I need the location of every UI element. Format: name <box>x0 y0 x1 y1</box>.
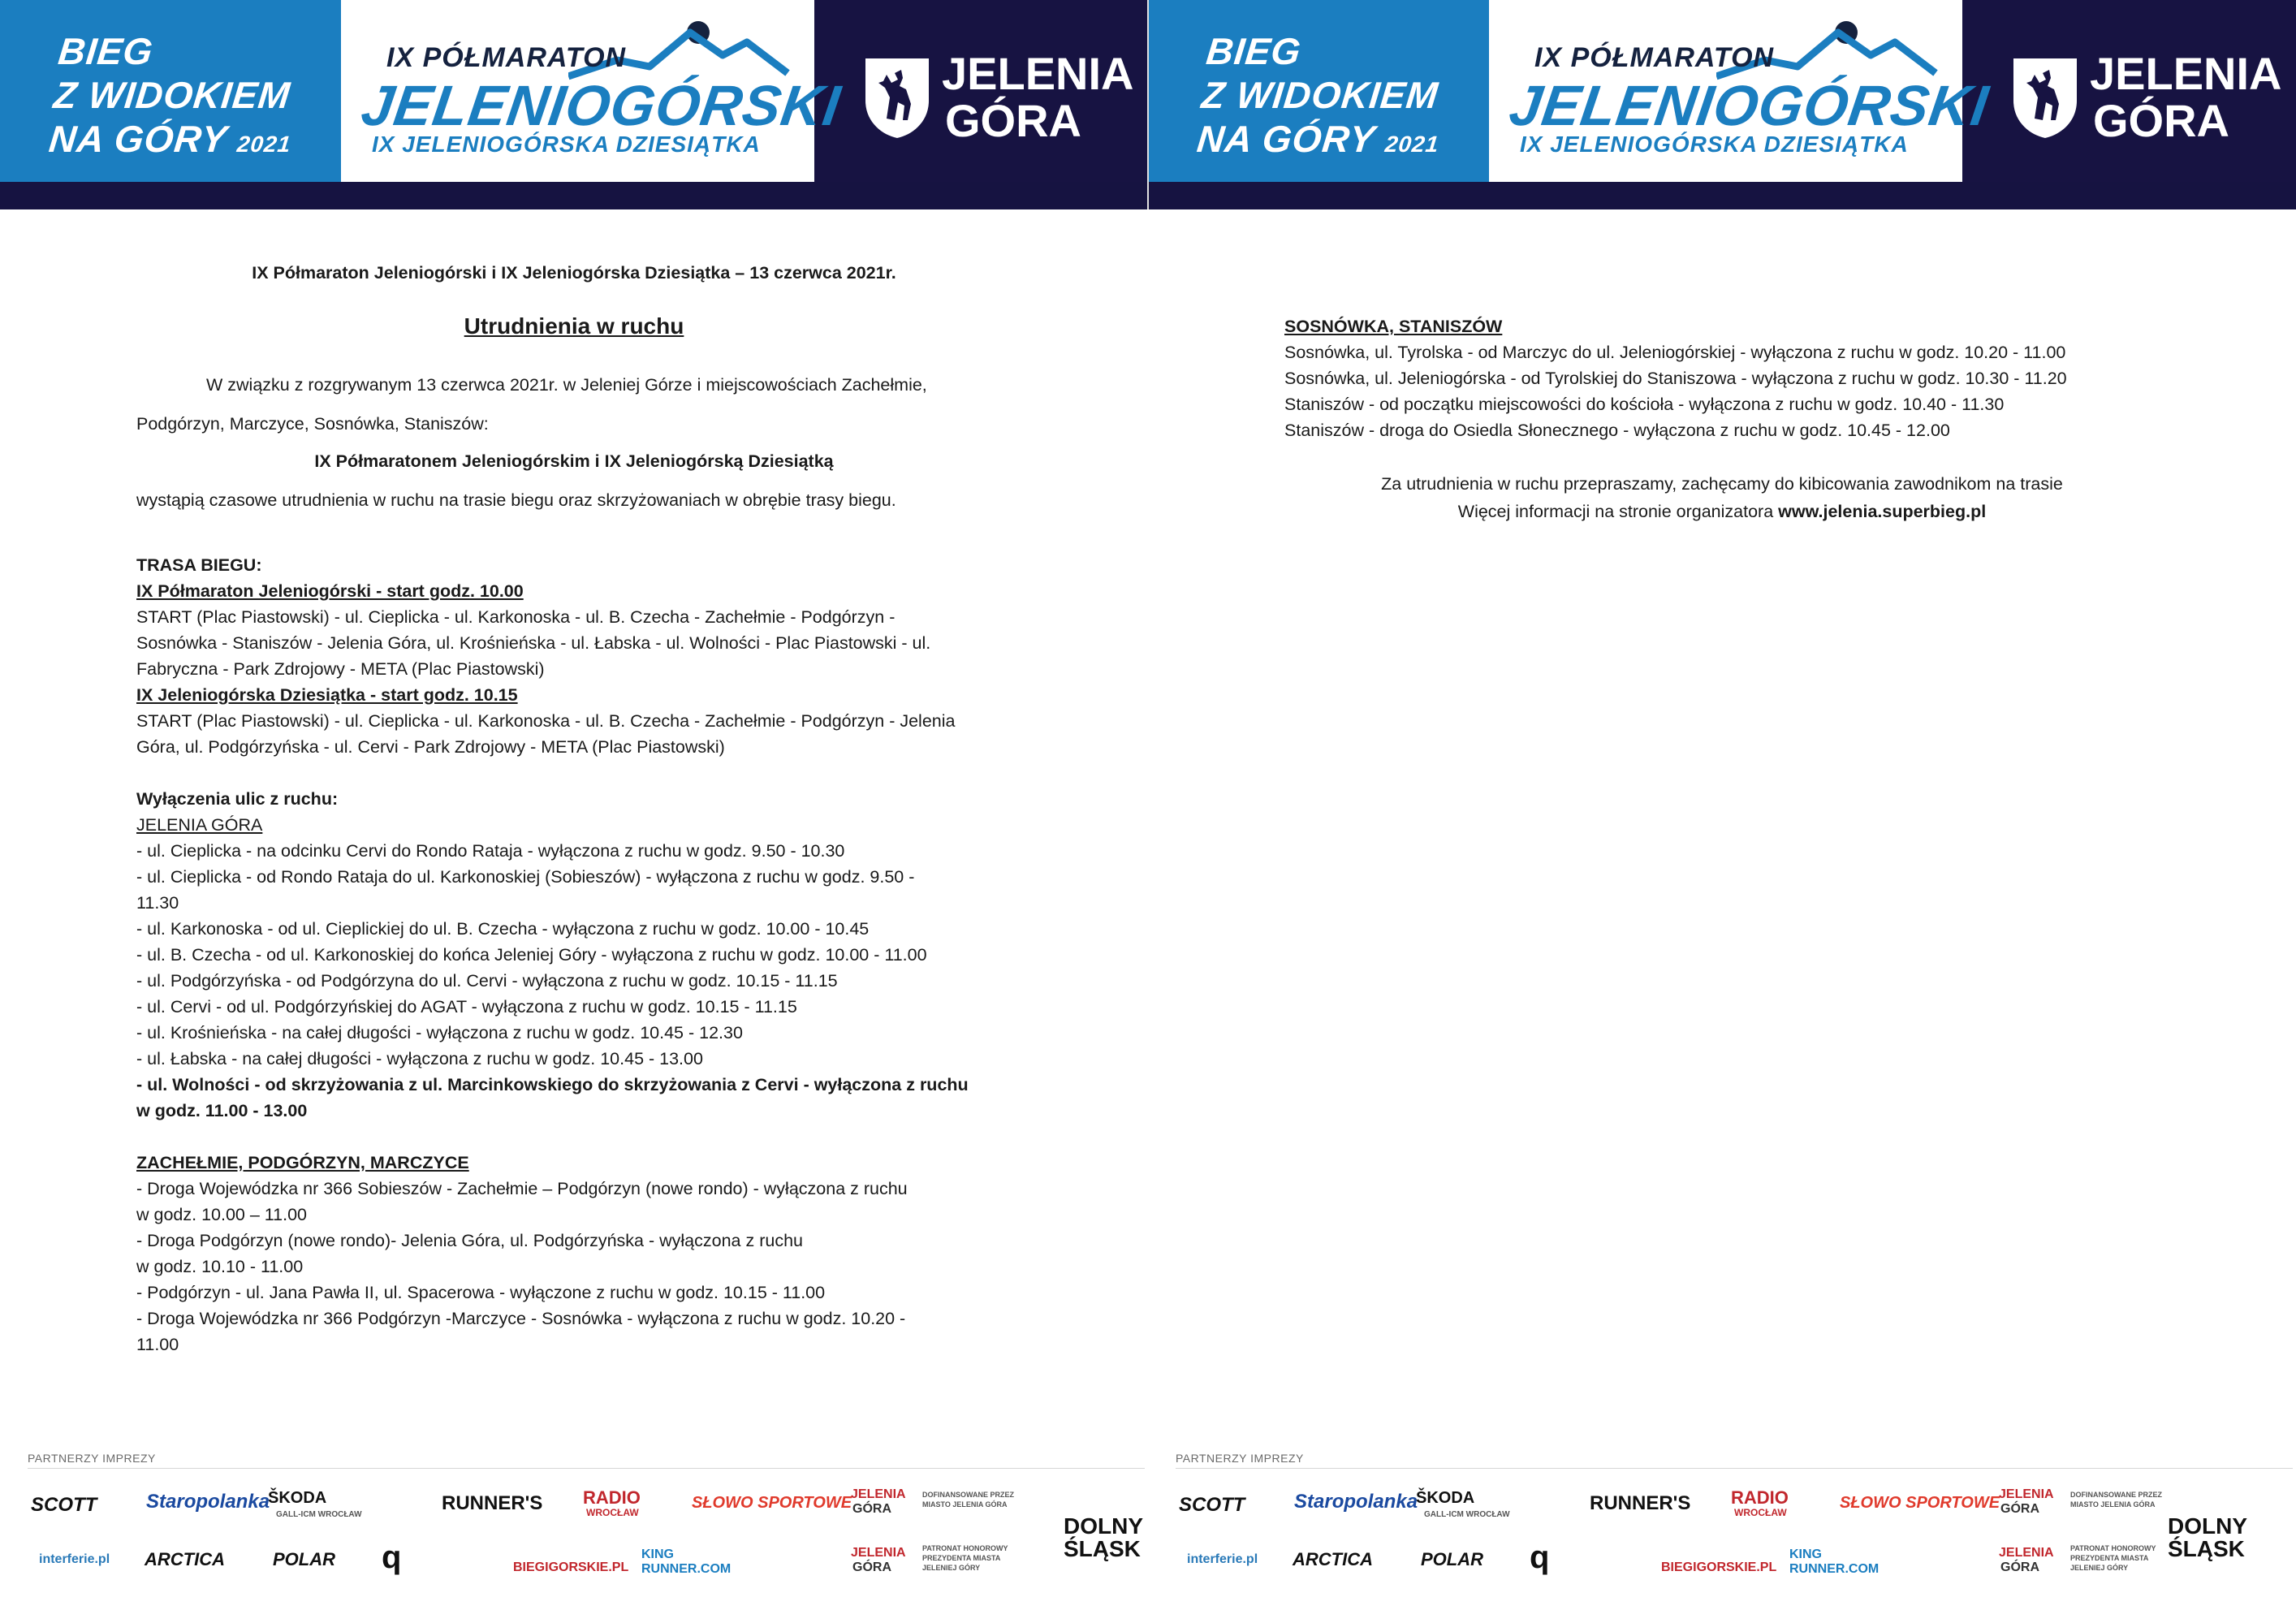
closure-line: - ul. Cieplicka - na odcinku Cervi do Rondo Rataja - wyłączona z ruchu w godz. 9.50 - 10.30 <box>136 841 845 861</box>
sponsor-logo: WROCŁAW <box>586 1507 639 1518</box>
bieg-z-widokiem-logo: BIEG Z WIDOKIEM NA GÓRY 2021 <box>46 30 293 160</box>
closure-line: - ul. Podgórzyńska - od Podgórzyna do ul. Cervi - wyłączona z ruchu w godz. 10.15 - 11.15 <box>136 971 838 991</box>
sponsor-logo: DOFINANSOWANE PRZEZ <box>2070 1491 2163 1499</box>
deer-crest-icon <box>2010 55 2080 140</box>
closure-line: 11.00 <box>136 1335 179 1354</box>
closure-line: - ul. Cieplicka - od Rondo Rataja do ul. Karkonoskiej (Sobieszów) - wyłączona z ruchu w godz. 9.50 - <box>136 867 915 887</box>
sponsor-logo: PATRONAT HONOROWY <box>922 1544 1008 1552</box>
sponsor-logo: Staropolanka <box>1294 1491 1418 1513</box>
sponsor-logo: q <box>382 1539 402 1575</box>
intro-line-3: wystąpią czasowe utrudnienia w ruchu na trasie biegu oraz skrzyżowaniach w obrębie trasy biegu. <box>136 490 896 510</box>
sponsor-logo: SCOTT <box>31 1494 97 1516</box>
sponsor-logo-dolny-slask: DOLNY ŚLĄSK <box>1064 1513 1143 1561</box>
closure-line: Sosnówka, ul. Tyrolska - od Marczyc do ul. Jeleniogórskiej - wyłączona z ruchu w godz. 10.20 - 11.00 <box>1284 343 2066 362</box>
closure-line: - Droga Wojewódzka nr 366 Sobieszów - Zachełmie – Podgórzyn (nowe rondo) - wyłączona z ruchu <box>136 1179 908 1198</box>
document-title: IX Półmaraton Jeleniogórski i IX Jeleniogórska Dziesiątka – 13 czerwca 2021r. <box>252 263 896 283</box>
sponsor-logo: q <box>1530 1539 1550 1575</box>
more-info-text: Więcej informacji na stronie organizatora www.jelenia.superbieg.pl <box>1457 502 1987 521</box>
zpm-label: ZACHEŁMIE, PODGÓRZYN, MARCZYCE <box>136 1153 469 1172</box>
sosnowka-staniszow-section <box>1284 313 2275 443</box>
deer-crest-icon <box>862 55 932 140</box>
closure-line: - ul. B. Czecha - od ul. Karkonoskiej do końca Jeleniej Góry - wyłączona z ruchu w godz. 10.00 - 11.00 <box>136 945 927 965</box>
pm-title: IX PÓŁMARATON <box>386 42 627 73</box>
half-route-line: Sosnówka - Staniszów - Jelenia Góra, ul. Krośnieńska - ul. Łabska - ul. Wolności - Plac Piastowski - ul. <box>136 633 931 653</box>
sponsor-logo: DOFINANSOWANE PRZEZ <box>922 1491 1015 1499</box>
event-banner <box>0 0 1148 209</box>
sponsor-logo: interferie.pl <box>39 1552 110 1566</box>
sponsor-logo: JELENIEJ GÓRY <box>922 1564 981 1572</box>
closure-line: - ul. Łabska - na całej długości - wyłączona z ruchu w godz. 10.45 - 13.00 <box>136 1049 703 1068</box>
ten-route-line: Góra, ul. Podgórzyńska - ul. Cervi - Park Zdrojowy - META (Plac Piastowski) <box>136 737 725 757</box>
sponsor-logo: RADIO <box>583 1487 641 1508</box>
sponsor-logo: JELENIA <box>851 1546 906 1560</box>
sponsor-logo-dolny-slask: DOLNY ŚLĄSK <box>2168 1513 2247 1561</box>
intro-line-1: W związku z rozgrywanym 13 czerwca 2021r. w Jeleniej Górze i miejscowościach Zachełmie, <box>206 375 927 395</box>
closure-line: - ul. Cervi - od ul. Podgórzyńskiej do AGAT - wyłączona z ruchu w godz. 10.15 - 11.15 <box>136 997 797 1017</box>
sponsor-logo: ŠKODA <box>268 1489 327 1507</box>
closure-line: Staniszów - od początku miejscowości do kościoła - wyłączona z ruchu w godz. 10.40 - 11.30 <box>1284 395 2005 414</box>
sponsor-logo: Staropolanka <box>146 1491 270 1513</box>
half-route-line: Fabryczna - Park Zdrojowy - META (Plac Piastowski) <box>136 659 545 679</box>
ten-route-line: START (Plac Piastowski) - ul. Cieplicka - ul. Karkonoska - ul. B. Czecha - Zachełmie - Podgórzyn - Jelenia <box>136 711 956 731</box>
partners-label: PARTNERZY IMPREZY <box>28 1452 156 1465</box>
sponsor-logo: KING <box>641 1547 674 1561</box>
sponsor-logo: GÓRA <box>852 1560 891 1574</box>
sponsor-logo: MIASTO JELENIA GÓRA <box>2070 1500 2156 1509</box>
sponsor-logo: PREZYDENTA MIASTA <box>2070 1554 2149 1562</box>
sponsor-logo: JELENIEJ GÓRY <box>2070 1564 2129 1572</box>
closure-line: w godz. 10.00 – 11.00 <box>136 1205 307 1224</box>
half-route-line: START (Plac Piastowski) - ul. Cieplicka - ul. Karkonoska - ul. B. Czecha - Zachełmie - Podgórzyn - <box>136 607 896 627</box>
intro-line-2: Podgórzyn, Marczyce, Sosnówka, Staniszów: <box>136 414 489 434</box>
sponsor-logo: JELENIA <box>1999 1487 2054 1501</box>
sponsor-logo: ARCTICA <box>1293 1549 1373 1569</box>
ten-km-title: IX Jeleniogórska Dziesiątka - start godz. 10.15 <box>136 685 518 705</box>
sponsor-logo: SCOTT <box>1179 1494 1245 1516</box>
closure-line: - ul. Krośnieńska - na całej długości - wyłączona z ruchu w godz. 10.45 - 12.30 <box>136 1023 743 1042</box>
jelenia-gora-label: JELENIA GÓRA <box>136 815 263 835</box>
pm-main-title: JELENIOGÓRSKI <box>357 74 845 137</box>
sponsor-logo: GÓRA <box>2000 1502 2039 1516</box>
bieg-z-widokiem-logo: BIEG Z WIDOKIEM NA GÓRY 2021 <box>1194 30 1441 160</box>
closure-line: - Droga Wojewódzka nr 366 Podgórzyn -Marczyce - Sosnówka - wyłączona z ruchu w godz. 10.20 - <box>136 1309 906 1328</box>
route-label: TRASA BIEGU: <box>136 555 262 575</box>
closure-line-bold: w godz. 11.00 - 13.00 <box>136 1101 308 1120</box>
sponsor-logo: BIEGIGORSKIE.PL <box>513 1560 629 1574</box>
organizer-link[interactable]: www.jelenia.superbieg.pl <box>1778 502 1987 521</box>
apology-text: Za utrudnienia w ruchu przepraszamy, zachęcamy do kibicowania zawodnikom na trasie <box>1381 474 2063 494</box>
sponsor-logo: RUNNER'S <box>1590 1492 1691 1514</box>
sponsor-logo: POLAR <box>1421 1549 1483 1569</box>
sponsor-logo: MIASTO JELENIA GÓRA <box>922 1500 1008 1509</box>
sponsor-logo: SŁOWO SPORTOWE <box>692 1494 852 1512</box>
event-banner <box>1148 0 2296 209</box>
sponsor-logo: RUNNER.COM <box>1789 1562 1880 1576</box>
closure-line: 11.30 <box>136 893 179 913</box>
sponsor-logo: PREZYDENTA MIASTA <box>922 1554 1001 1562</box>
closure-line: - Droga Podgórzyn (nowe rondo)- Jelenia Góra, ul. Podgórzyńska - wyłączona z ruchu <box>136 1231 803 1250</box>
intro-bold-line: IX Półmaratonem Jeleniogórskim i IX Jeleniogórską Dziesiątką <box>314 451 834 471</box>
section-heading: Utrudnienia w ruchu <box>464 313 684 339</box>
sponsor-logo: WROCŁAW <box>1734 1507 1787 1518</box>
sosnowka-staniszow-label: SOSNÓWKA, STANISZÓW <box>1284 317 1503 336</box>
pm-subtitle: IX JELENIOGÓRSKA DZIESIĄTKA <box>1520 132 1909 157</box>
closure-line: Sosnówka, ul. Jeleniogórska - od Tyrolskiej do Staniszowa - wyłączona z ruchu w godz. 10.30 - 11.20 <box>1284 369 2067 388</box>
sponsor-logo: GALL-ICM WROCŁAW <box>1424 1510 1510 1519</box>
closures-label: Wyłączenia ulic z ruchu: <box>136 789 339 809</box>
partners-label: PARTNERZY IMPREZY <box>1176 1452 1304 1465</box>
closure-line: - ul. Karkonoska - od ul. Cieplickiej do ul. B. Czecha - wyłączona z ruchu w godz. 10.00 - 10.45 <box>136 919 870 939</box>
sponsor-logo: RUNNER'S <box>442 1492 543 1514</box>
sponsor-logo: PATRONAT HONOROWY <box>2070 1544 2156 1552</box>
sponsor-logo: ŠKODA <box>1416 1489 1475 1507</box>
city-logo: JELENIA GÓRA <box>2090 48 2282 146</box>
sponsor-logo: RADIO <box>1731 1487 1789 1508</box>
city-logo: JELENIA GÓRA <box>942 48 1134 146</box>
sponsor-logo: GALL-ICM WROCŁAW <box>276 1510 362 1519</box>
sponsor-logo: RUNNER.COM <box>641 1562 732 1576</box>
sponsor-logo: POLAR <box>273 1549 335 1569</box>
document-page-right <box>1148 0 2296 1623</box>
sponsor-logo: GÓRA <box>852 1502 891 1516</box>
pm-main-title: JELENIOGÓRSKI <box>1505 74 1993 137</box>
page-divider <box>1147 0 1149 209</box>
half-marathon-title: IX Półmaraton Jeleniogórski - start godz. 10.00 <box>136 581 524 601</box>
sponsor-logo: BIEGIGORSKIE.PL <box>1661 1560 1777 1574</box>
sponsor-logo: ARCTICA <box>145 1549 225 1569</box>
pm-subtitle: IX JELENIOGÓRSKA DZIESIĄTKA <box>372 132 761 157</box>
sponsor-logo: GÓRA <box>2000 1560 2039 1574</box>
closure-line-bold: - ul. Wolności - od skrzyżowania z ul. Marcinkowskiego do skrzyżowania z Cervi - wyłączona z ruchu <box>136 1075 969 1094</box>
closure-line: - Podgórzyn - ul. Jana Pawła II, ul. Spacerowa - wyłączone z ruchu w godz. 10.15 - 11.00 <box>136 1283 826 1302</box>
closure-line: Staniszów - droga do Osiedla Słonecznego - wyłączona z ruchu w godz. 10.45 - 12.00 <box>1284 421 1950 440</box>
route-and-closures <box>136 552 1127 1358</box>
sponsor-logo: SŁOWO SPORTOWE <box>1840 1494 2000 1512</box>
sponsor-logo: interferie.pl <box>1187 1552 1258 1566</box>
sponsor-logo: JELENIA <box>851 1487 906 1501</box>
pm-title: IX PÓŁMARATON <box>1534 42 1775 73</box>
sponsor-logo: JELENIA <box>1999 1546 2054 1560</box>
sponsor-logo: KING <box>1789 1547 1822 1561</box>
closure-line: w godz. 10.10 - 11.00 <box>136 1257 304 1276</box>
